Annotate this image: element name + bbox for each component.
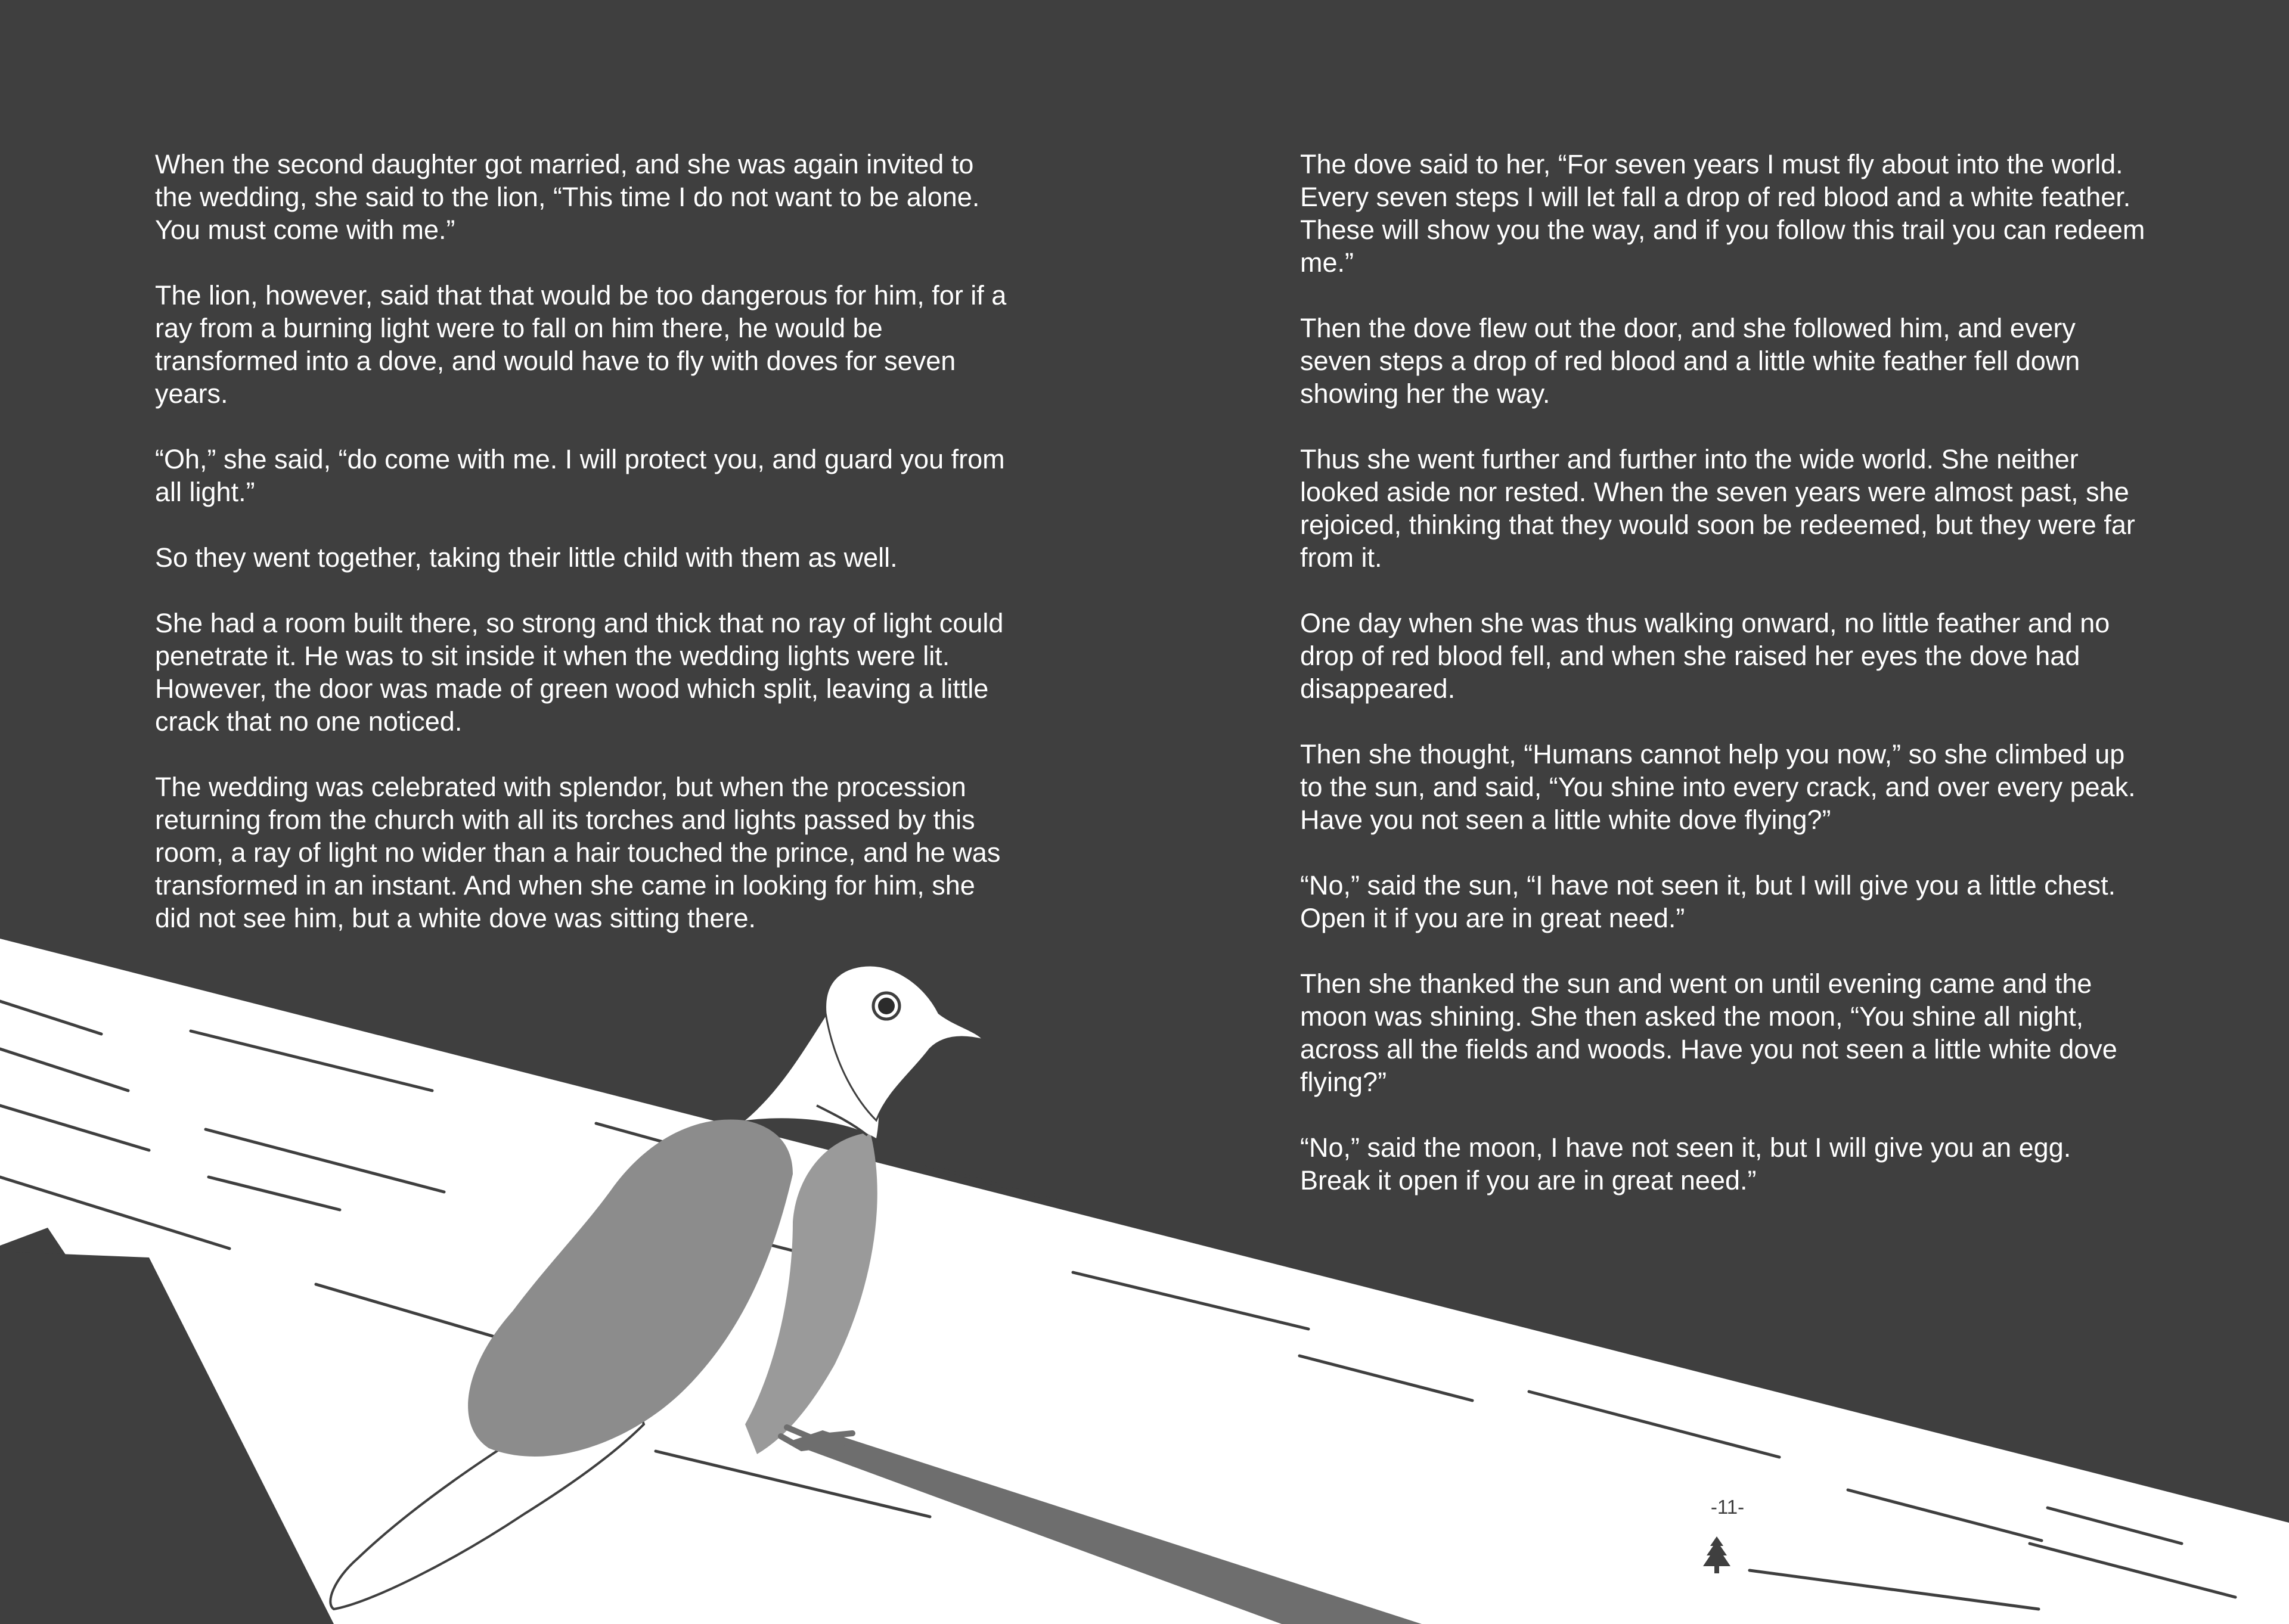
paragraph: Then she thanked the sun and went on until evening came and the moon was shining. She then asked the moon, “You shine all night, across all the fields and woods. Have you not seen a little white dove flying?” bbox=[1300, 968, 2117, 1097]
paragraph: Then the dove flew out the door, and she followed him, and every seven steps a drop of red blood and a little white feather fell down showing her the way. bbox=[1300, 313, 2080, 409]
paragraph: She had a room built there, so strong and thick that no ray of light could penetrate it. He was to sit inside it when the wedding lights were lit. However, the door was made of green wood which split, leaving a little crack that no one noticed. bbox=[155, 608, 1004, 737]
paragraph: One day when she was thus walking onward, no little feather and no drop of red blood fell, and when she raised her eyes the dove had disappeared. bbox=[1300, 608, 2110, 704]
paragraph: So they went together, taking their little child with them as well. bbox=[155, 542, 898, 573]
right-text-column bbox=[1300, 148, 2147, 1229]
dove-pupil bbox=[878, 998, 895, 1014]
paragraph: The wedding was celebrated with splendor, but when the procession returning from the church with all its torches and lights passed by this room, a ray of light no wider than a hair touched the prince, and he was transformed in an instant. And when she came in looking for him, she did not see him, but a white dove was sitting there. bbox=[155, 772, 1001, 933]
page-number: -11- bbox=[1710, 1496, 1745, 1518]
paragraph: The lion, however, said that that would be too dangerous for him, for if a ray from a burning light were to fall on him there, he would be transformed into a dove, and would have to fly with doves for seven years. bbox=[155, 280, 1007, 409]
paragraph: Then she thought, “Humans cannot help you now,” so she climbed up to the sun, and said, “You shine into every crack, and over every peak. Have you not seen a little white dove flying?” bbox=[1300, 739, 2136, 835]
paragraph: “No,” said the sun, “I have not seen it, but I will give you a little chest. Open it if you are in great need.” bbox=[1300, 870, 2116, 933]
tree-icon bbox=[1702, 1536, 1732, 1573]
paragraph: “Oh,” she said, “do come with me. I will protect you, and guard you from all light.” bbox=[155, 444, 1005, 507]
left-text-column bbox=[155, 148, 1013, 967]
paragraph: Thus she went further and further into the wide world. She neither looked aside nor rested. When the seven years were almost past, she rejoiced, thinking that they would soon be redeemed, but they were far from it. bbox=[1300, 444, 2135, 573]
paragraph: When the second daughter got married, and she was again invited to the wedding, she said to the lion, “This time I do not want to be alone. You must come with me.” bbox=[155, 149, 980, 245]
paragraph: “No,” said the moon, I have not seen it, but I will give you an egg. Break it open if you are in great need.” bbox=[1300, 1132, 2071, 1196]
paragraph: The dove said to her, “For seven years I must fly about into the world. Every seven steps I will let fall a drop of red blood and a white feather. These will show you the way, and if you follow this trail you can redeem me.” bbox=[1300, 149, 2145, 278]
